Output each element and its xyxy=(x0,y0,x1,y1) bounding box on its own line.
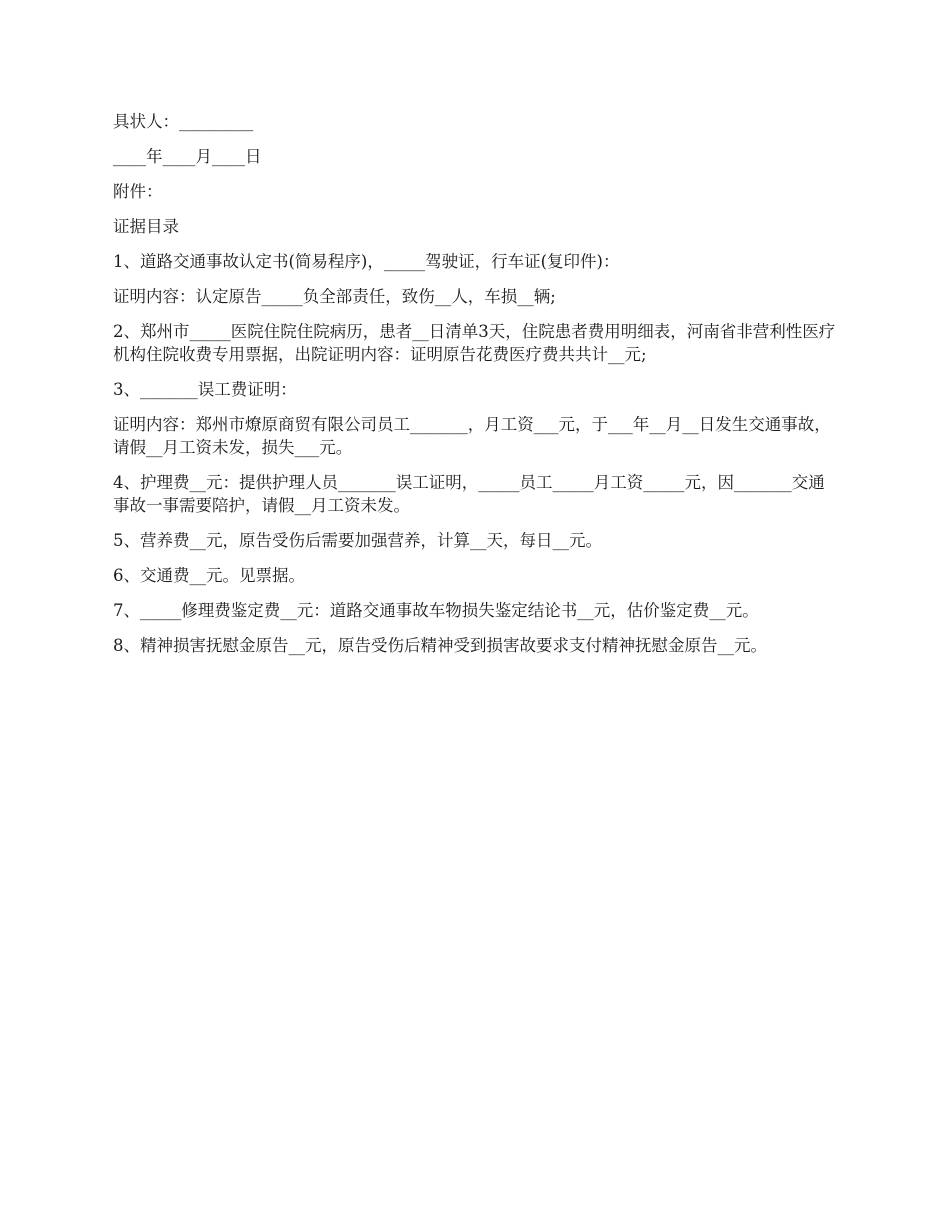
evidence-item-1-proof: 证明内容：认定原告_____负全部责任，致伤__人，车损__辆; xyxy=(113,287,556,306)
evidence-item-2: 2、郑州市_____医院住院住院病历，患者__日清单3天，住院患者费用明细表，河南省非营利性医疗机构住院收费专用票据，出院证明内容：证明原告花费医疗费共共计__元; xyxy=(113,322,836,364)
signer-line: 具状人：_________ xyxy=(113,112,254,131)
evidence-item-3-proof: 证明内容：郑州市燎原商贸有限公司员工_______，月工资___元，于___年__月__日发生交通事故，请假__月工资未发，损失___元。 xyxy=(113,415,831,457)
attachment-label: 附件： xyxy=(113,182,163,201)
evidence-item-4: 4、护理费__元：提供护理人员_______误工证明，_____员工_____月工资_____元，因_______交通事故一事需要陪护，请假__月工资未发。 xyxy=(113,473,825,515)
evidence-item-7: 7、_____修理费鉴定费__元：道路交通事故车物损失鉴定结论书__元，估价鉴定费__元。 xyxy=(113,601,759,620)
document-body xyxy=(113,110,838,669)
date-line: ____年____月____日 xyxy=(113,147,262,166)
evidence-item-8: 8、精神损害抚慰金原告__元，原告受伤后精神受到损害故要求支付精神抚慰金原告__元。 xyxy=(113,636,767,655)
evidence-item-1: 1、道路交通事故认定书(简易程序)，_____驾驶证，行车证(复印件)： xyxy=(113,252,620,271)
evidence-item-3: 3、_______误工费证明： xyxy=(113,380,297,399)
evidence-item-5: 5、营养费__元，原告受伤后需要加强营养，计算__天，每日__元。 xyxy=(113,531,602,550)
evidence-item-6: 6、交通费__元。见票据。 xyxy=(113,566,305,585)
evidence-heading: 证据目录 xyxy=(113,217,179,236)
